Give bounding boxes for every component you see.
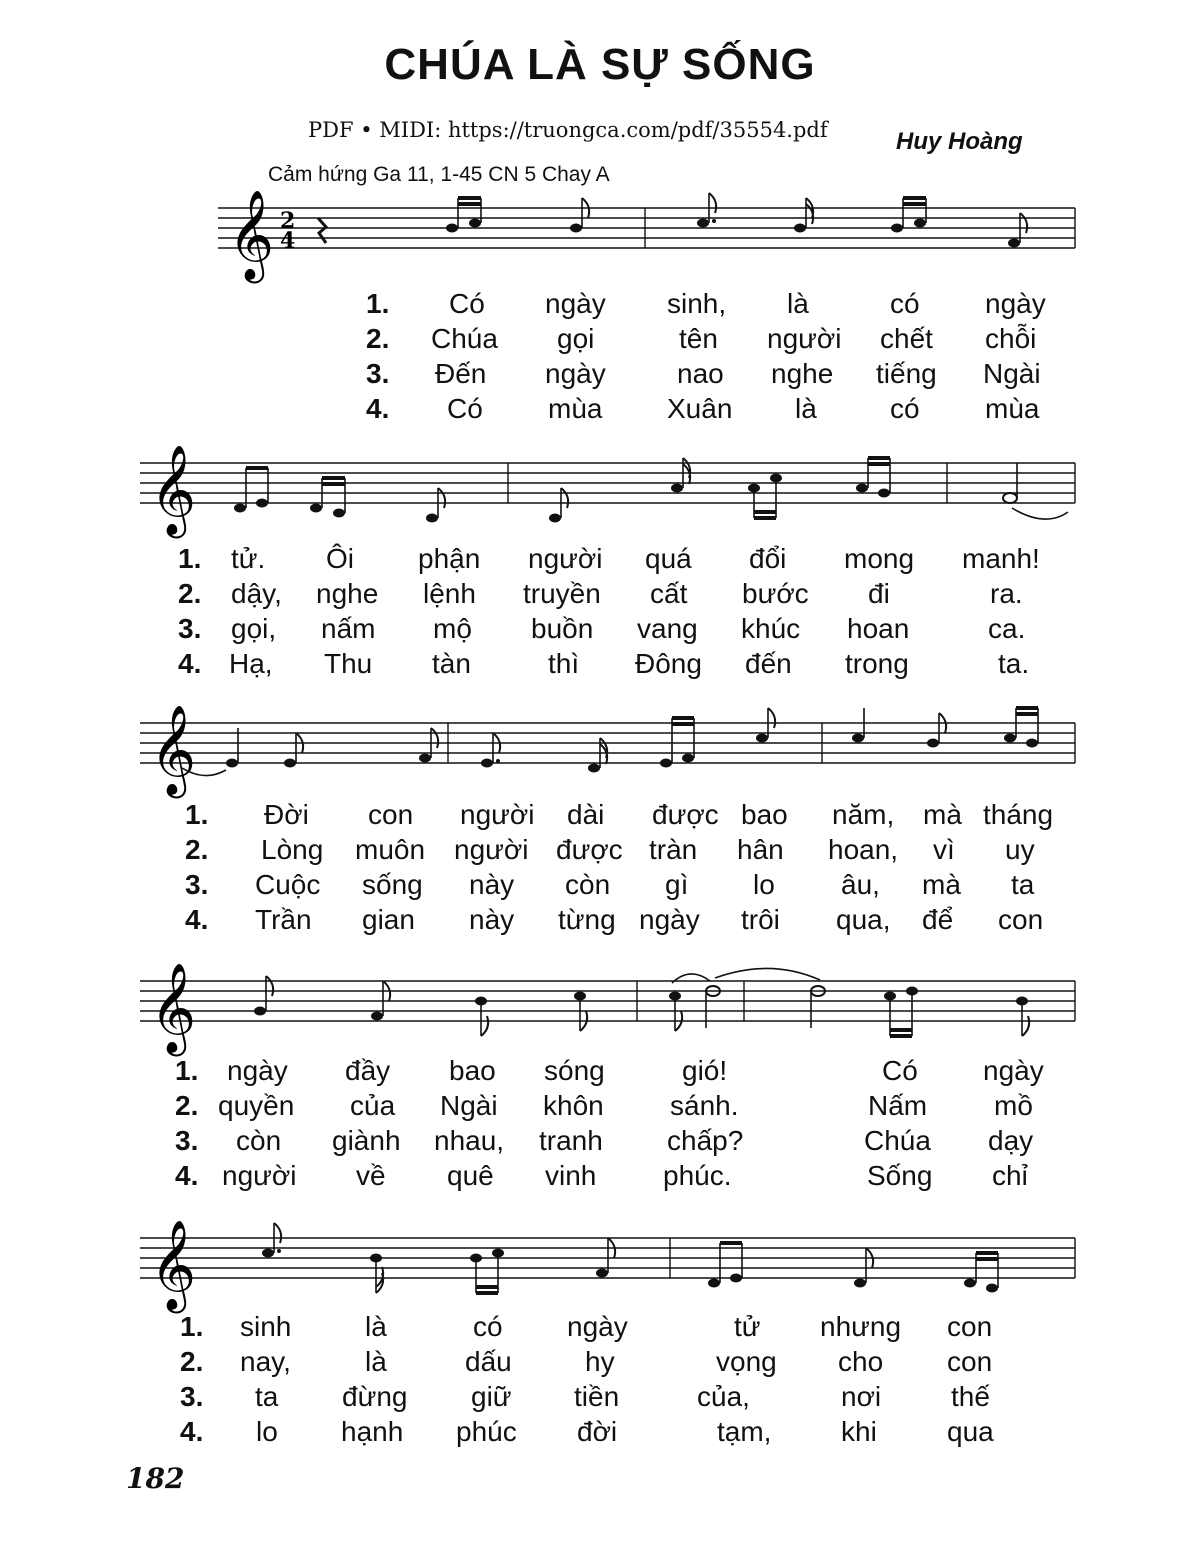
lyric-word: người [454,834,529,865]
time-signature-bottom: 4 [280,228,296,254]
lyric-word: nơi [841,1381,882,1412]
inspiration-note: Cảm hứng Ga 11, 1-45 CN 5 Chay A [268,163,610,186]
verse-4-line [0,1160,1200,1195]
song-title: CHÚA LÀ SỰ SỐNG [384,40,816,89]
verse-number: 2. [185,834,209,865]
lyric-word: còn [565,869,611,900]
lyric-word: mà [923,799,962,830]
lyric-word: tháng [983,799,1054,830]
lyric-word: hoan, [828,834,899,865]
half-note [811,986,825,1028]
lyric-word: Ngài [983,358,1041,389]
verse-number: 4. [178,648,202,679]
lyric-word: ngày [639,904,700,935]
verse-number: 1. [175,1055,199,1086]
lyric-word: được [556,834,623,865]
lyric-word: sống [362,869,423,900]
lyric-word: chỉ [992,1160,1028,1191]
lyric-word: giành [332,1125,401,1156]
verse-number: 2. [178,578,202,609]
lyric-word: lệnh [423,578,476,609]
verse-1-line [0,543,1200,578]
verse-number: 3. [180,1381,204,1412]
lyric-word: phúc [456,1416,517,1447]
lyric-word: qua [947,1416,994,1447]
lyric-word: con [947,1311,993,1342]
lyric-word: tràn [649,834,698,865]
lyric-word: vì [933,834,955,865]
lyric-word: ngày [545,288,606,319]
lyric-word: ngày [227,1055,288,1086]
lyric-word: Xuân [667,393,733,424]
lyric-word: Đông [635,648,702,679]
lyric-word: đến [745,648,792,679]
lyric-word: cất [650,578,688,609]
lyric-word: ngày [985,288,1046,319]
lyric-word: qua, [836,904,891,935]
lyric-word: con [947,1346,993,1377]
note [1004,708,1016,743]
lyric-word: tiếng [876,358,937,389]
lyric-word: Có [449,288,485,319]
lyric-word: mà [922,869,961,900]
lyric-word: đổi [749,543,787,574]
lyric-word: Lòng [261,834,324,865]
quarter-rest-icon [318,218,326,243]
lyric-word: là [365,1346,387,1377]
note [852,708,864,743]
verse-3-line [0,358,1200,393]
staff-lines [140,981,1075,1021]
staff-system-2 [0,430,1200,535]
verse-number: 1. [180,1311,204,1342]
lyric-word: bước [742,578,809,609]
note [756,708,775,743]
verse-4-line [0,648,1200,683]
lyric-word: quá [645,543,692,574]
lyric-word: thì [548,648,580,679]
lyric-word: là [787,288,809,319]
lyric-word: tạm, [717,1416,772,1447]
lyric-word: gió! [682,1055,728,1086]
lyric-word: người [222,1160,297,1191]
verse-number: 3. [175,1125,199,1156]
lyric-word: sóng [544,1055,605,1086]
lyric-word: thế [951,1381,990,1412]
lyric-word: manh! [962,543,1040,574]
lyric-word: tranh [539,1125,603,1156]
lyric-word: chấp? [667,1125,744,1156]
lyric-word: tử. [231,543,266,574]
lyric-word: Ngài [440,1090,498,1121]
lyric-word: cho [838,1346,884,1377]
lyric-word: lo [256,1416,278,1447]
lyric-word: ca. [988,613,1026,644]
verse-1-line [0,288,1200,323]
lyric-word: Hạ, [229,648,273,679]
note [446,198,458,233]
lyric-word: truyền [523,578,601,609]
staff-system-4 [0,948,1200,1053]
note [697,193,716,228]
verse-3-line [0,869,1200,904]
lyric-word: Thu [324,648,373,679]
lyric-word: sinh [240,1311,292,1342]
note [370,1254,383,1294]
lyric-word: tên [679,323,718,354]
lyric-word: nghe [316,578,379,609]
treble-clef-icon: 𝄞 [150,1220,197,1310]
lyric-word: vinh [545,1160,597,1191]
source-link[interactable]: PDF • MIDI: https://truongca.com/pdf/35554.pdf [308,118,828,142]
lyric-word: âu, [841,869,880,900]
lyric-word: ngày [567,1311,628,1342]
lyric-word: ra. [990,578,1023,609]
lyric-word: mong [844,543,915,574]
lyric-word: dấu [465,1346,512,1377]
staff-lines [140,463,1075,503]
lyric-word: nhưng [820,1311,902,1342]
lyric-word: sinh, [667,288,727,319]
lyric-word: Có [447,393,483,424]
lyric-word: từng [558,904,616,935]
verse-number: 2. [175,1090,199,1121]
lyric-word: Ôi [326,543,354,574]
lyric-word: hy [585,1346,615,1377]
lyric-word: trong [845,648,909,679]
note [256,468,268,508]
lyric-word: mùa [985,393,1040,424]
note [254,976,273,1016]
note [234,468,246,513]
lyric-word: năm, [832,799,895,830]
lyric-word: còn [236,1125,282,1156]
lyric-word: hạnh [341,1416,404,1447]
lyric-word: được [652,799,719,830]
lyric-word: có [890,288,920,319]
lyric-word: nấm [321,613,376,644]
lyric-word: trôi [741,904,780,935]
verse-1-line [0,1055,1200,1090]
lyric-word: dài [567,799,605,830]
verse-4-line [0,393,1200,428]
lyric-word: quyền [218,1090,295,1121]
lyric-word: về [356,1160,386,1191]
composer: Huy Hoàng [896,128,1023,155]
lyric-word: Cuộc [255,869,321,900]
note [226,728,238,768]
tie [715,968,820,980]
lyric-word: đi [868,578,890,609]
verse-number: 3. [178,613,202,644]
verse-number: 4. [175,1160,199,1191]
verse-1-line [0,1311,1200,1346]
verse-2-line [0,1346,1200,1381]
lyric-word: vọng [716,1346,777,1377]
lyric-word: để [922,904,954,935]
lyric-word: buồn [531,613,594,644]
note [1016,997,1029,1037]
verse-2-line [0,323,1200,358]
lyric-word: mồ [994,1090,1033,1121]
treble-clef-icon: 𝄞 [228,190,275,280]
lyric-word: vang [637,613,698,644]
note [730,1243,742,1283]
lyric-word: hoan [847,613,910,644]
staff-system-5 [0,1205,1200,1310]
lyric-word: nay, [240,1346,291,1377]
lyric-word: giữ [471,1381,512,1412]
lyric-word: Chúa [431,323,498,354]
lyric-word: gọi, [231,613,277,644]
verse-2-line [0,834,1200,869]
lyric-word: đầy [345,1055,391,1086]
lyric-word: người [528,543,603,574]
verse-number: 2. [180,1346,204,1377]
lyric-word: ngày [545,358,606,389]
lyric-word: là [365,1311,387,1342]
lyric-word: nhau, [434,1125,505,1156]
staff-system-3 [0,690,1200,795]
lyric-word: con [998,904,1044,935]
tie [1012,508,1068,519]
lyric-word: người [767,323,842,354]
lyric-word: phận [418,543,481,574]
lyric-word: gian [362,904,415,935]
lyric-word: Chúa [864,1125,931,1156]
lyric-word: khúc [741,613,801,644]
verse-number: 4. [180,1416,204,1447]
lyric-word: bao [449,1055,496,1086]
note [475,997,488,1037]
note [708,1243,720,1288]
lyric-word: có [473,1311,503,1342]
time-signature-top: 2 [280,208,296,234]
lyric-word: người [460,799,535,830]
lyric-word: ta [1011,869,1035,900]
verse-3-line [0,1125,1200,1160]
lyric-word: lo [753,869,775,900]
lyric-word: sánh. [670,1090,739,1121]
lyric-word: bao [741,799,788,830]
lyric-word: khôn [543,1090,604,1121]
lyric-word: có [890,393,920,424]
lyric-word: muôn [355,834,426,865]
verse-number: 1. [366,288,390,319]
page-number: 182 [126,1462,185,1495]
lyric-word: gì [665,869,689,900]
lyric-word: tàn [432,648,471,679]
lyric-word: uy [1005,834,1035,865]
verse-4-line [0,904,1200,939]
treble-clef-icon: 𝄞 [150,963,197,1053]
lyric-word: ta. [998,648,1030,679]
note [262,1223,281,1258]
lyric-word: Nấm [868,1090,928,1121]
verse-number: 1. [178,543,202,574]
lyric-word: gọi [557,323,595,354]
treble-clef-icon: 𝄞 [150,445,197,535]
note [481,733,500,768]
lyric-word: của [350,1090,396,1121]
verse-number: 4. [366,393,390,424]
lyric-word: tiền [574,1381,620,1412]
lyric-word: hân [737,834,784,865]
treble-clef-icon: 𝄞 [150,705,197,795]
lyric-word: nghe [771,358,834,389]
lyric-word: mùa [548,393,603,424]
lyric-word: dậy, [231,578,282,609]
verse-number: 4. [185,904,209,935]
lyric-word: dạy [988,1125,1034,1156]
half-note [706,986,720,1028]
lyric-word: nao [677,358,724,389]
lyric-word: đời [577,1416,618,1447]
verse-4-line [0,1416,1200,1451]
lyric-word: Đến [435,358,487,389]
lyric-word: tử [734,1311,761,1342]
lyric-word: chỗi [985,323,1037,354]
lyric-word: Đời [264,799,309,830]
verse-number: 2. [366,323,390,354]
lyric-word: quê [447,1160,494,1191]
lyric-word: là [795,393,817,424]
staff-system-1 [0,175,1200,280]
verse-2-line [0,578,1200,613]
verse-number: 1. [185,799,209,830]
lyric-word: Trần [255,904,312,935]
lyric-word: con [368,799,414,830]
lyric-word: này [469,904,515,935]
verse-2-line [0,1090,1200,1125]
staff-lines [218,208,1075,248]
verse-1-line [0,799,1200,834]
lyric-word: mộ [433,613,472,644]
lyric-word: phúc. [663,1160,732,1191]
verse-number: 3. [185,869,209,900]
verse-3-line [0,1381,1200,1416]
note [891,198,903,233]
lyric-word: ta [255,1381,279,1412]
lyric-word: chết [880,323,933,354]
verse-number: 3. [366,358,390,389]
verse-3-line [0,613,1200,648]
lyric-word: khi [841,1416,877,1447]
lyric-word: Có [882,1055,918,1086]
lyric-word: ngày [983,1055,1044,1086]
lyric-word: này [469,869,515,900]
lyric-word: của, [697,1381,750,1412]
lyric-word: Sống [867,1160,933,1191]
lyric-word: đừng [342,1381,408,1412]
